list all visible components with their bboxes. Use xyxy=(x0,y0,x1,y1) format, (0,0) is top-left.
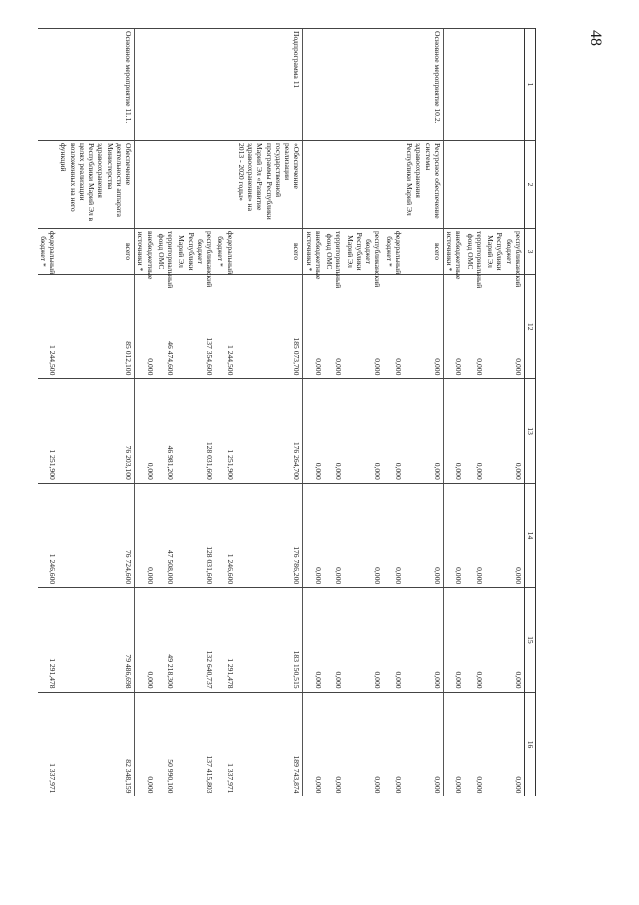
row-item xyxy=(384,29,405,141)
value-col-13: 0,000 xyxy=(345,379,384,483)
value-col-14: 1 246,600 xyxy=(38,483,59,587)
value-col-15: 0,000 xyxy=(384,588,405,692)
value-col-13: 0,000 xyxy=(465,379,486,483)
value-col-14: 0,000 xyxy=(324,483,345,587)
value-col-15: 0,000 xyxy=(485,588,525,692)
value-col-13: 0,000 xyxy=(135,379,156,483)
value-col-15: 0,000 xyxy=(135,588,156,692)
table-row xyxy=(485,29,525,797)
value-col-16: 0,000 xyxy=(444,692,465,796)
value-col-14: 0,000 xyxy=(345,483,384,587)
row-description xyxy=(215,141,236,229)
row-item xyxy=(176,29,215,141)
value-col-13: 0,000 xyxy=(404,379,444,483)
row-description: «Обеспечение реализации государственной программы Республики Марий Эл «Развитие здравоохранения» на 2013 - 2020 годы» xyxy=(236,141,303,229)
row-description xyxy=(135,141,156,229)
value-col-16: 189 743,874 xyxy=(236,692,303,796)
value-col-14: 0,000 xyxy=(444,483,465,587)
value-col-16: 50 990,100 xyxy=(156,692,177,796)
table-row xyxy=(303,29,324,797)
value-col-13: 1 251,900 xyxy=(215,379,236,483)
row-item xyxy=(444,29,465,141)
table-row xyxy=(465,29,486,797)
value-col-15: 1 291,478 xyxy=(38,588,59,692)
header-col-3: 3 xyxy=(525,229,536,275)
table-row xyxy=(404,29,444,797)
row-description xyxy=(303,141,324,229)
header-col-14: 14 xyxy=(525,483,536,587)
value-col-14: 47 508,000 xyxy=(156,483,177,587)
row-description xyxy=(345,141,384,229)
value-col-15: 132 640,737 xyxy=(176,588,215,692)
row-description: Ресурсное обеспечение системы здравоохранения Республики Марий Эл xyxy=(404,141,444,229)
row-description xyxy=(384,141,405,229)
row-description xyxy=(38,141,59,229)
page-number: 48 xyxy=(587,30,604,46)
row-description xyxy=(485,141,525,229)
value-col-12: 0,000 xyxy=(404,275,444,379)
value-col-12: 0,000 xyxy=(303,275,324,379)
value-col-16: 1 337,971 xyxy=(215,692,236,796)
value-col-14: 76 724,600 xyxy=(58,483,135,587)
value-col-16: 0,000 xyxy=(345,692,384,796)
value-col-16: 0,000 xyxy=(485,692,525,796)
row-item xyxy=(345,29,384,141)
table-header-row xyxy=(525,29,536,797)
header-col-1: 1 xyxy=(525,29,536,141)
funding-source: территориальный фонд ОМС xyxy=(324,229,345,275)
row-item xyxy=(156,29,177,141)
value-col-12: 0,000 xyxy=(324,275,345,379)
funding-source: территориальный фонд ОМС xyxy=(465,229,486,275)
table-row xyxy=(236,29,303,797)
value-col-13: 0,000 xyxy=(303,379,324,483)
table-row xyxy=(345,29,384,797)
funding-source: внебюджетные источники * xyxy=(303,229,324,275)
table-row xyxy=(324,29,345,797)
table-row xyxy=(444,29,465,797)
value-col-12: 137 354,600 xyxy=(176,275,215,379)
budget-table-sheet xyxy=(39,28,536,796)
value-col-16: 0,000 xyxy=(303,692,324,796)
value-col-16: 1 337,971 xyxy=(38,692,59,796)
value-col-15: 0,000 xyxy=(324,588,345,692)
funding-source: всего xyxy=(236,229,303,275)
funding-source: территориальный фонд ОМС xyxy=(156,229,177,275)
value-col-14: 0,000 xyxy=(485,483,525,587)
value-col-14: 0,000 xyxy=(384,483,405,587)
row-description xyxy=(176,141,215,229)
header-col-15: 15 xyxy=(525,588,536,692)
value-col-13: 128 031,600 xyxy=(176,379,215,483)
value-col-12: 46 474,600 xyxy=(156,275,177,379)
funding-source: всего xyxy=(404,229,444,275)
row-description xyxy=(324,141,345,229)
value-col-15: 0,000 xyxy=(303,588,324,692)
row-item xyxy=(324,29,345,141)
table-row xyxy=(215,29,236,797)
table-row xyxy=(135,29,156,797)
value-col-15: 0,000 xyxy=(345,588,384,692)
value-col-14: 0,000 xyxy=(303,483,324,587)
value-col-12: 185 073,700 xyxy=(236,275,303,379)
value-col-16: 0,000 xyxy=(135,692,156,796)
header-col-2: 2 xyxy=(525,141,536,229)
value-col-16: 0,000 xyxy=(324,692,345,796)
value-col-12: 0,000 xyxy=(345,275,384,379)
row-description xyxy=(156,141,177,229)
funding-source: федеральный бюджет * xyxy=(384,229,405,275)
value-col-14: 0,000 xyxy=(404,483,444,587)
funding-source: республиканский бюджет Республики Марий Эл xyxy=(176,229,215,275)
header-col-13: 13 xyxy=(525,379,536,483)
row-item xyxy=(485,29,525,141)
value-col-15: 0,000 xyxy=(444,588,465,692)
value-col-16: 82 348,159 xyxy=(58,692,135,796)
value-col-15: 0,000 xyxy=(465,588,486,692)
value-col-16: 137 415,803 xyxy=(176,692,215,796)
row-item xyxy=(135,29,156,141)
value-col-12: 0,000 xyxy=(135,275,156,379)
row-item: Подпрограмма 11 xyxy=(236,29,303,141)
row-item xyxy=(303,29,324,141)
row-item xyxy=(38,29,59,141)
value-col-14: 1 246,600 xyxy=(215,483,236,587)
funding-source: всего xyxy=(58,229,135,275)
table-row xyxy=(156,29,177,797)
funding-source: внебюджетные источники * xyxy=(444,229,465,275)
row-item xyxy=(215,29,236,141)
value-col-15: 79 486,698 xyxy=(58,588,135,692)
value-col-12: 85 012,100 xyxy=(58,275,135,379)
row-item: Основное мероприятие 10.2. xyxy=(404,29,444,141)
funding-source: республиканский бюджет Республики Марий Эл xyxy=(345,229,384,275)
value-col-14: 0,000 xyxy=(135,483,156,587)
value-col-12: 0,000 xyxy=(485,275,525,379)
value-col-12: 0,000 xyxy=(465,275,486,379)
funding-source: внебюджетные источники * xyxy=(135,229,156,275)
row-description: Обеспечение деятельности аппарата Министерства здравоохранения Республики Марий Эл в целях реализации возложенных на него функций xyxy=(58,141,135,229)
value-col-13: 1 251,900 xyxy=(38,379,59,483)
header-col-12: 12 xyxy=(525,275,536,379)
value-col-16: 0,000 xyxy=(404,692,444,796)
value-col-13: 0,000 xyxy=(444,379,465,483)
table-row xyxy=(176,29,215,797)
value-col-15: 183 150,515 xyxy=(236,588,303,692)
funding-source: республиканский бюджет Республики Марий Эл xyxy=(485,229,525,275)
value-col-12: 1 244,500 xyxy=(215,275,236,379)
value-col-12: 0,000 xyxy=(384,275,405,379)
value-col-16: 0,000 xyxy=(465,692,486,796)
value-col-14: 0,000 xyxy=(465,483,486,587)
value-col-13: 76 203,100 xyxy=(58,379,135,483)
table-row xyxy=(38,29,59,797)
funding-source: федеральный бюджет * xyxy=(215,229,236,275)
table-row xyxy=(384,29,405,797)
funding-source: федеральный бюджет * xyxy=(38,229,59,275)
value-col-14: 176 786,200 xyxy=(236,483,303,587)
value-col-13: 46 981,200 xyxy=(156,379,177,483)
value-col-16: 0,000 xyxy=(384,692,405,796)
header-col-16: 16 xyxy=(525,692,536,796)
row-description xyxy=(465,141,486,229)
budget-table xyxy=(38,28,536,796)
value-col-12: 0,000 xyxy=(444,275,465,379)
table-row xyxy=(58,29,135,797)
value-col-13: 0,000 xyxy=(324,379,345,483)
row-item: Основное мероприятие 11.1. xyxy=(58,29,135,141)
value-col-13: 176 264,700 xyxy=(236,379,303,483)
row-item xyxy=(465,29,486,141)
value-col-14: 128 031,600 xyxy=(176,483,215,587)
value-col-12: 1 244,500 xyxy=(38,275,59,379)
value-col-15: 1 291,478 xyxy=(215,588,236,692)
value-col-15: 0,000 xyxy=(404,588,444,692)
row-description xyxy=(444,141,465,229)
value-col-15: 49 218,300 xyxy=(156,588,177,692)
value-col-13: 0,000 xyxy=(485,379,525,483)
value-col-13: 0,000 xyxy=(384,379,405,483)
